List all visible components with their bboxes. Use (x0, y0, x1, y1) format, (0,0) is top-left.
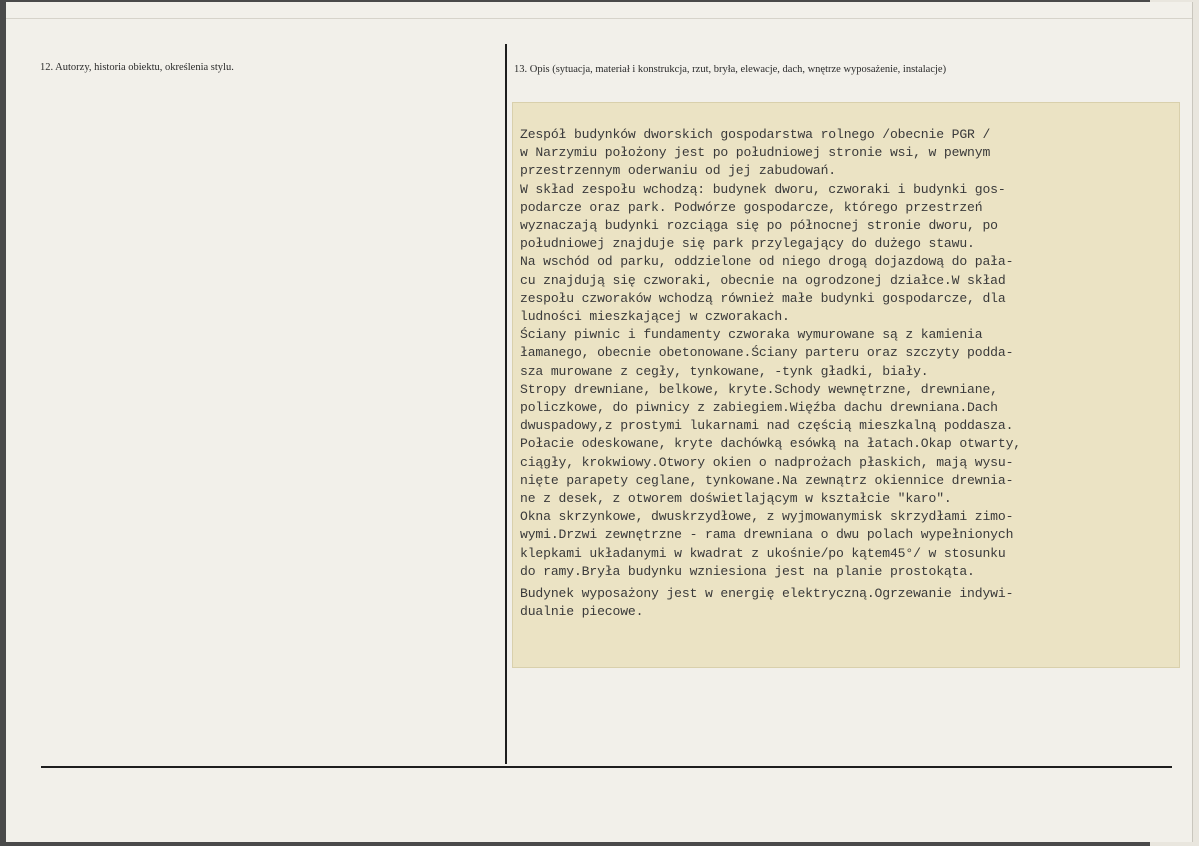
column-divider (505, 44, 507, 764)
field-13-label: 13. Opis (sytuacja, materiał i konstrukcja, rzut, bryła, elewacje, dach, wnętrze wyposażenie, instalacje) (514, 64, 947, 75)
description-line: podarcze oraz park. Podwórze gospodarcze, którego przestrzeń (520, 199, 983, 215)
description-line: klepkami układanymi w kwadrat z ukośnie/po kątem45°/ w stosunku (520, 545, 1006, 561)
description-line: Połacie odeskowane, kryte dachówką esówką na łatach.Okap otwarty, (520, 436, 1021, 452)
description-line: Okna skrzynkowe, dwuskrzydłowe, z wyjmowanymisk skrzydłami zimo- (520, 509, 1014, 525)
description-line: Ściany piwnic i fundamenty czworaka wymurowane są z kamienia (520, 327, 983, 343)
description-line: policzkowe, do piwnicy z zabiegiem.Więźba dachu drewniana.Dach (520, 400, 998, 416)
description-line: Budynek wyposażony jest w energię elektryczną.Ogrzewanie indywi- (520, 586, 1014, 602)
description-line: łamanego, obecnie obetonowane.Ściany parteru oraz szczyty podda- (520, 345, 1014, 361)
description-line: W skład zespołu wchodzą: budynek dworu, czworaki i budynki gos- (520, 181, 1006, 197)
description-line: wymi.Drzwi zewnętrzne - rama drewniana o dwu polach wypełnionych (520, 527, 1014, 543)
sheet-top-edge (6, 2, 1192, 19)
description-line: dwuspadowy,z prostymi lukarnami nad częścią mieszkalną poddasza. (520, 418, 1014, 434)
typed-description-text (520, 126, 1180, 621)
typed-description-clipping (512, 102, 1180, 668)
description-line: ciągły, krokwiowy.Otwory okien o nadprożach płaskich, mają wysu- (520, 454, 1014, 470)
description-line: nięte parapety ceglane, tynkowane.Na zewnątrz okiennice drewnia- (520, 472, 1014, 488)
description-line: ne z desek, z otworem doświetlającym w kształcie "karo". (520, 491, 952, 507)
description-line: południowej znajduje się park przylegający do dużego stawu. (520, 236, 975, 252)
description-line: Na wschód od parku, oddzielone od niego drogą dojazdową do pała- (520, 254, 1014, 270)
description-line: wyznaczają budynki rozciąga się po północnej stronie dworu, po (520, 218, 998, 234)
description-line: Stropy drewniane, belkowe, kryte.Schody wewnętrzne, drewniane, (520, 381, 998, 397)
description-line: ludności mieszkającej w czworakach. (520, 309, 790, 325)
description-line: przestrzennym oderwaniu od jej zabudowań. (520, 163, 837, 179)
field-12-label: 12. Autorzy, historia obiektu, określenia stylu. (40, 62, 234, 73)
description-line: w Narzymiu położony jest po południowej stronie wsi, w pewnym (520, 145, 991, 161)
description-line: zespołu czworaków wchodzą również małe budynki gospodarcze, dla (520, 290, 1006, 306)
bottom-rule (41, 766, 1172, 768)
description-line: dualnie piecowe. (520, 604, 644, 620)
description-line: sza murowane z cegły, tynkowane, -tynk gładki, biały. (520, 363, 929, 379)
description-line: Zespół budynków dworskich gospodarstwa rolnego /obecnie PGR / (520, 127, 991, 142)
description-line: cu znajdują się czworaki, obecnie na ogrodzonej działce.W skład (520, 272, 1006, 288)
description-line: do ramy.Bryła budynku wzniesiona jest na planie prostokąta. (520, 563, 975, 579)
